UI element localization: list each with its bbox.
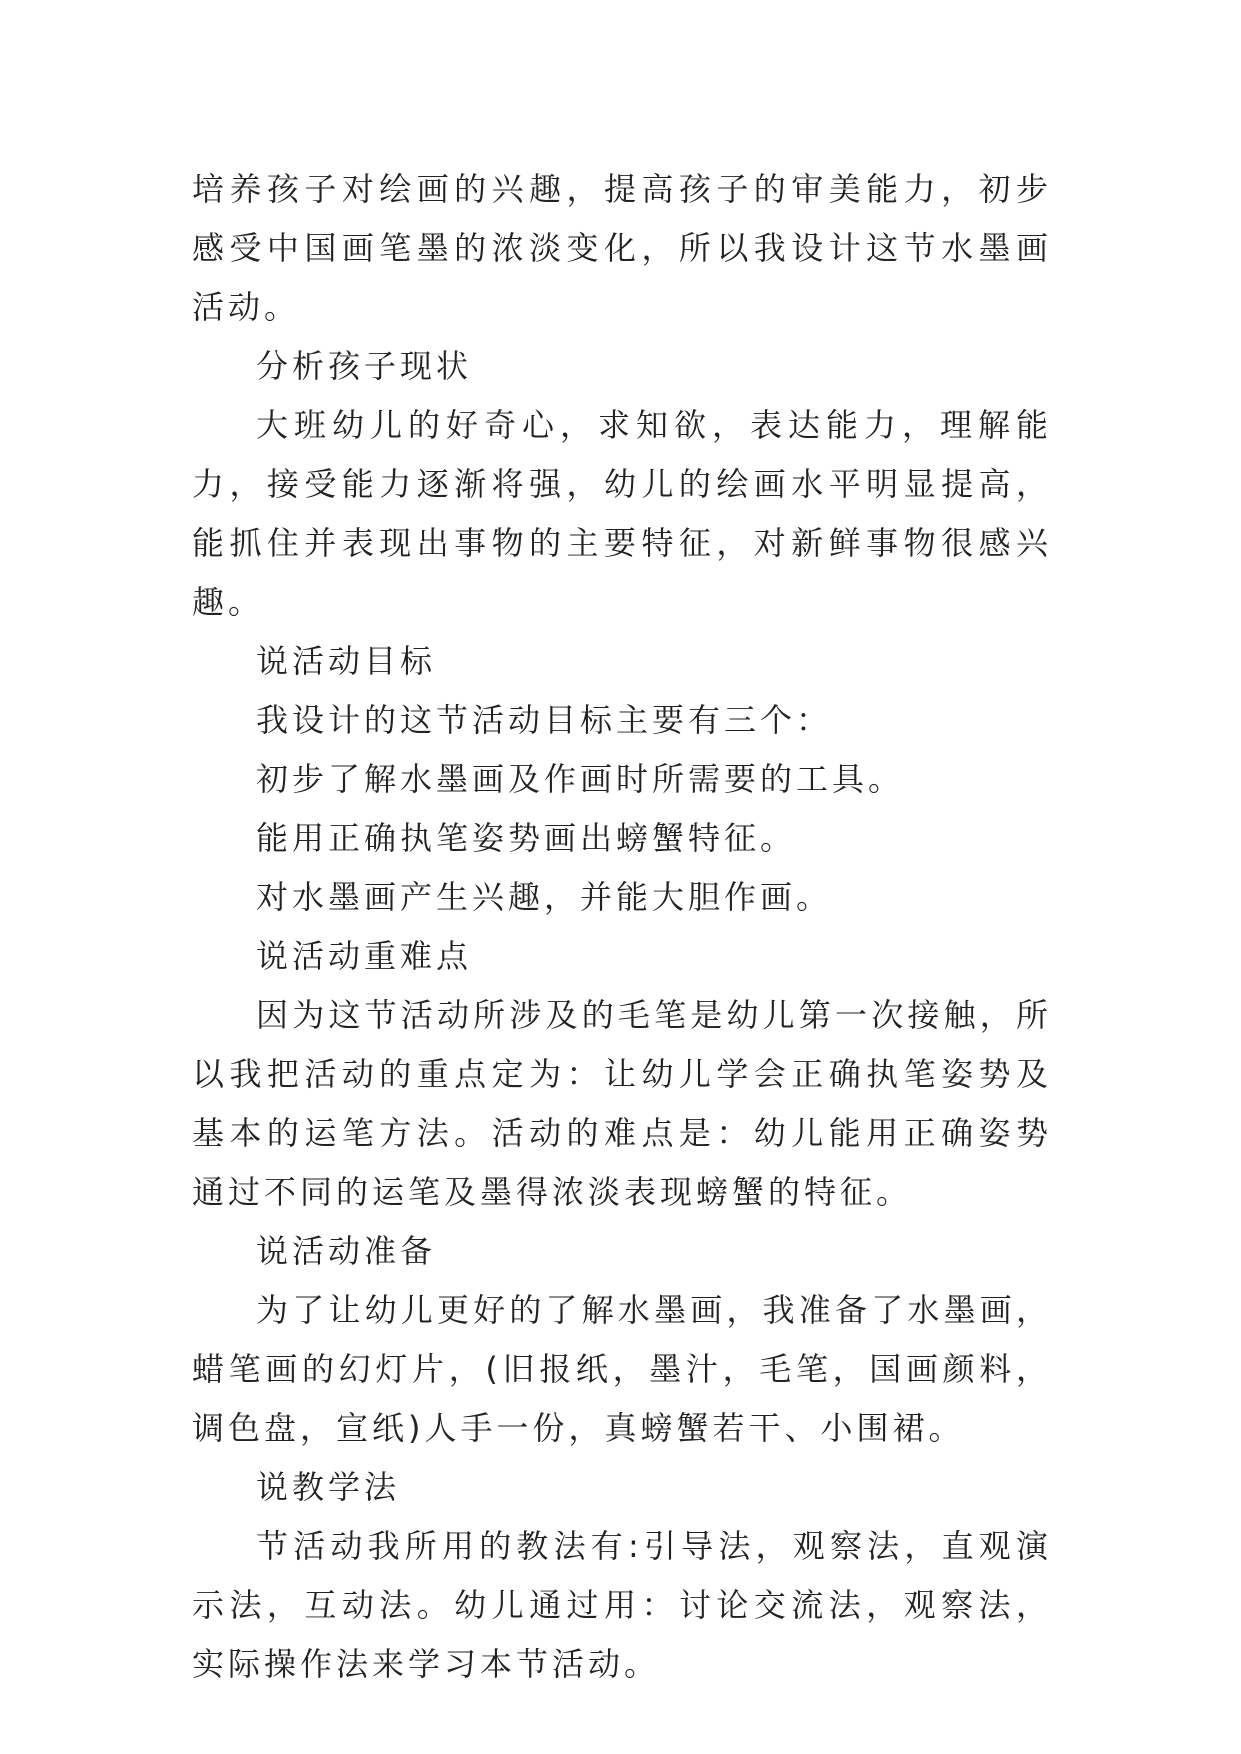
section-heading-preparation: 说活动准备 xyxy=(256,1232,437,1270)
paragraph-preparation: 为了让幼儿更好的了解水墨画，我准备了水墨画，蜡笔画的幻灯片，(旧报纸，墨汁，毛笔，国画颜料，调色盘，宣纸)人手一份，真螃蟹若干、小围裙。 xyxy=(192,1291,1052,1447)
section-heading-child-status: 分析孩子现状 xyxy=(256,347,473,385)
paragraph-key-points: 因为这节活动所涉及的毛笔是幼儿第一次接触，所以我把活动的重点定为：让幼儿学会正确执笔姿势及基本的运笔方法。活动的难点是：幼儿能用正确姿势通过不同的运笔及墨得浓淡表现螃蟹的特征。 xyxy=(192,996,1052,1211)
section-heading-key-points: 说活动重难点 xyxy=(256,937,473,975)
document-body xyxy=(192,160,1052,1694)
section-heading-teaching-methods: 说教学法 xyxy=(256,1468,401,1506)
section-heading-goals: 说活动目标 xyxy=(256,642,437,680)
goal-item-2: 能用正确执笔姿势画出螃蟹特征。 xyxy=(256,819,797,857)
paragraph-teaching-methods: 节活动我所用的教法有:引导法，观察法，直观演示法，互动法。幼儿通过用：讨论交流法，观察法，实际操作法来学习本节活动。 xyxy=(192,1527,1052,1683)
paragraph-goals-intro: 我设计的这节活动目标主要有三个： xyxy=(256,701,833,739)
paragraph-intro: 培养孩子对绘画的兴趣，提高孩子的审美能力，初步感受中国画笔墨的浓淡变化，所以我设计这节水墨画活动。 xyxy=(192,170,1052,326)
paragraph-child-status: 大班幼儿的好奇心，求知欲，表达能力，理解能力，接受能力逐渐将强，幼儿的绘画水平明显提高，能抓住并表现出事物的主要特征，对新鲜事物很感兴趣。 xyxy=(192,406,1052,621)
goal-item-3: 对水墨画产生兴趣，并能大胆作画。 xyxy=(256,878,833,916)
goal-item-1: 初步了解水墨画及作画时所需要的工具。 xyxy=(256,760,905,798)
